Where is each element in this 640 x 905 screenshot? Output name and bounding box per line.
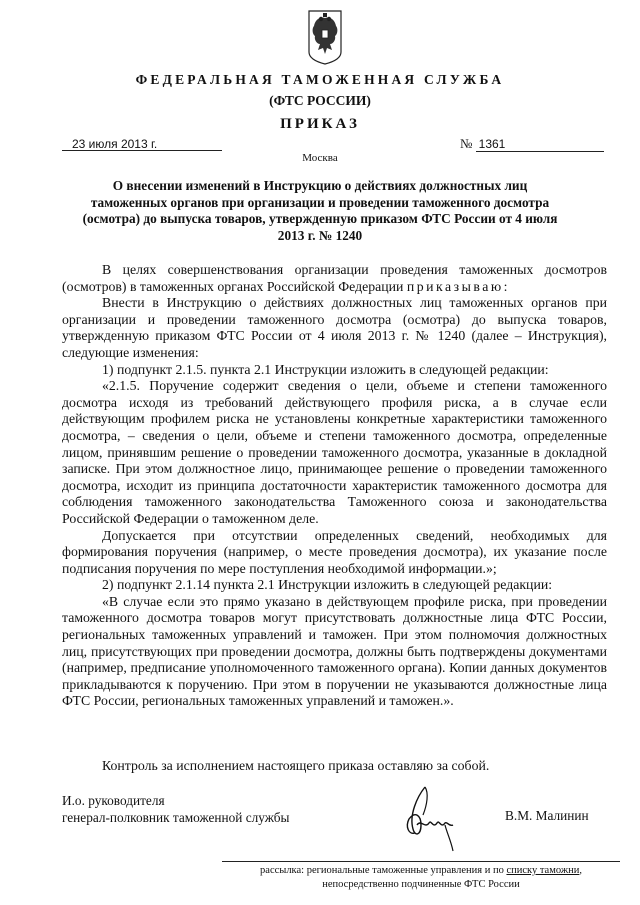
- agency-name: ФЕДЕРАЛЬНАЯ ТАМОЖЕННАЯ СЛУЖБА: [135, 72, 505, 87]
- coat-of-arms-icon: [306, 8, 344, 66]
- document-body: [62, 262, 607, 710]
- signer-position: [62, 792, 289, 826]
- paragraph-preamble: [62, 262, 607, 295]
- paragraph-amend-intro: Внести в Инструкцию о действиях должностных лиц таможенных органов при организации и проведении таможенного досмотра (осмотра) до выпуска товаров, утвержденную приказом ФТС России от 4 июля 2013 г. № 1240 (далее – Инструкция), следующие изменения:: [62, 295, 607, 360]
- order-word: приказываю:: [406, 278, 510, 294]
- signer-position-line2: генерал-полковник таможенной службы: [62, 810, 290, 825]
- distribution-line2: непосредственно подчиненные ФТС России: [322, 878, 520, 890]
- signer-name: В.М. Малинин: [505, 808, 589, 823]
- distribution-list: [222, 864, 620, 891]
- order-number: [460, 137, 620, 152]
- signer-position-line1: И.о. руководителя: [62, 793, 165, 808]
- distribution-divider: [222, 861, 620, 862]
- distribution-prefix: рассылка: региональные таможенные управления и по: [260, 865, 507, 876]
- distribution-underlined: списку таможни: [506, 865, 580, 876]
- document-title: О внесении изменений в Инструкцию о действиях должностных лиц таможенных органов при организации и проведении таможенного досмотра (осмотра) до выпуска товаров, утвержденную приказом ФТС России от 4 июля 2013 г. № 1240: [82, 178, 558, 243]
- order-number-value: 1361: [476, 137, 604, 152]
- paragraph-item-1: 1) подпункт 2.1.5. пункта 2.1 Инструкции изложить в следующей редакции:: [102, 361, 549, 377]
- number-sign: №: [460, 136, 473, 151]
- paragraph-2-1-5-text: «2.1.5. Поручение содержит сведения о цели, объеме и степени таможенного досмотра исходя из требований действующего профиля риска, а в случае если действующим профилем риска не установлены конкретные характеристики таможенного досмотра, – сведения о цели, объеме и степени таможенного досмотра, определенные лицом, принявшим решение о проведении таможенного досмотра, указанные в докладной записке. При этом должностное лицо, принимающее решение о проведении таможенного досмотра, исходит из принципа достаточности характеристик таможенного досмотра для соблюдения таможенного законодательства Таможенного союза и законодательства Российской Федерации о таможенном деле.: [62, 378, 607, 526]
- preamble-text: В целях совершенствования организации проведения таможенных досмотров (осмотров) в таможенных органах Российской Федерации: [62, 262, 607, 294]
- paragraph-2-1-5-addendum: Допускается при отсутствии определенных сведений, необходимых для формирования поручения (например, о месте проведения досмотра), их указание после подписания поручения по мере поступления необходимой информации.»;: [62, 527, 607, 576]
- paragraph-2-1-14-text: «В случае если это прямо указано в действующем профиле риска, при проведении таможенного досмотра товаров могут присутствовать должностные лица ФТС России, региональных таможенных управлений и таможен. При этом полномочия должностных лиц, присутствующих при проведении досмотра, должны быть подтверждены документами (например, предписание уполномоченного таможенного органа). Копии данных документов прикладываются к поручению. При этом в поручении не указываются должностные лица ФТС России, региональных таможенных управлений и таможен.».: [62, 593, 607, 709]
- signature-icon: [395, 785, 470, 853]
- distribution-suffix: ,: [579, 865, 582, 876]
- control-clause: Контроль за исполнением настоящего приказа оставляю за собой.: [102, 758, 490, 773]
- distribution-line1: [222, 864, 620, 878]
- city: Москва: [302, 152, 338, 164]
- document-type: ПРИКАЗ: [280, 116, 360, 132]
- order-date: 23 июля 2013 г.: [62, 137, 222, 151]
- paragraph-item-2: 2) подпункт 2.1.14 пункта 2.1 Инструкции изложить в следующей редакции:: [102, 577, 553, 593]
- agency-short-name: (ФТС РОССИИ): [269, 93, 371, 108]
